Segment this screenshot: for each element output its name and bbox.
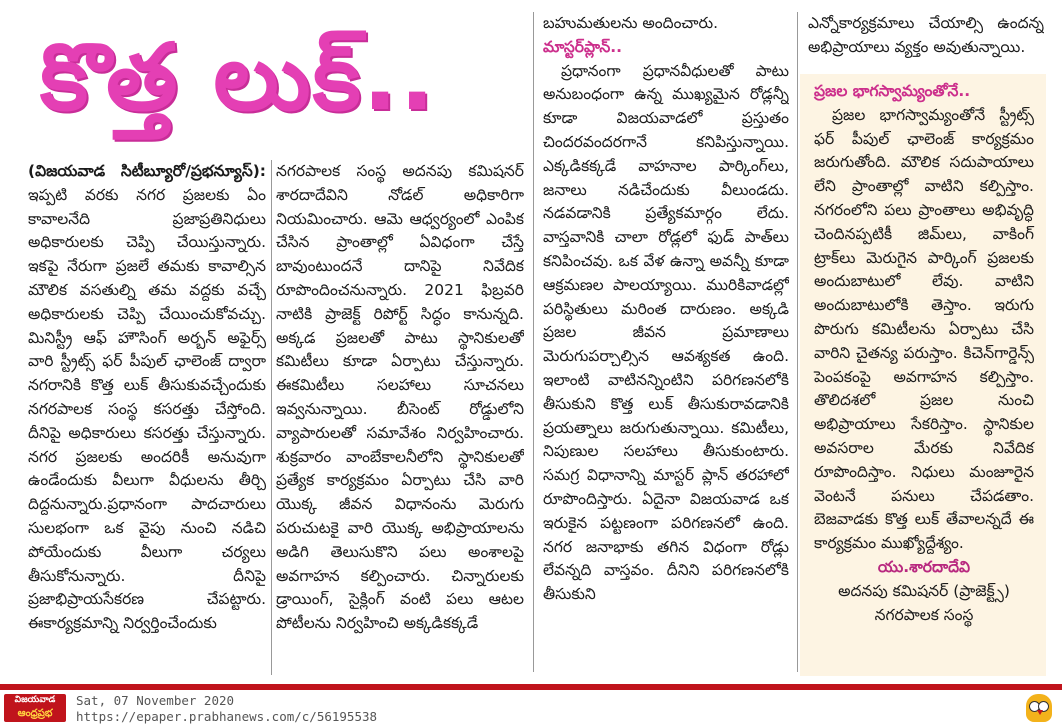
column-text: నగరపాలక సంస్థ అదనపు కమిషనర్ శారదాదేవిని నోడల్ అధికారిగా నియమించారు. ఆమె ఆధ్వర్యంలో ఎంపిక చేసిన ప్రాంతాల్లో ఏవిధంగా చేస్తే బావుంటుందనే దానిపై నివేదిక రూపొందించనున్నారు. 2021 ఫిబ్రవరి నాటికి ప్రాజెక్ట్ రిపోర్ట్ సిద్ధం కానున్నది. అక్కడ ప్రజలతో పాటు స్థానికులతో కమిటీలు కూడా ఏర్పాటు చేస్తున్నారు. ఈకమిటీలు సలహాలు సూచనలు ఇవ్వనున్నాయి. బీసెంట్ రోడ్డులోని వ్యాపారులతో సమావేశం నిర్వహించారు. శుక్రవారం వాంబేకాలనీలోని స్థానికులతో ప్రత్యేక కార్యక్రమం ఏర్పాటు చేసి వారి యొక్క జీవన విధానంను మెరుగు పరుచుటకై వారి యొక్క అభిప్రాయాలను అడిగి తెలుసుకొని పలు అంశాలపై అవగాహన కల్పించారు. చిన్నారులకు డ్రాయింగ్, సైక్లింగ్ వంటి పలు ఆటల పోటీలను నిర్వహించి అక్కడికక్కడే <box>276 162 524 633</box>
column-lead: బహుమతులను అందించారు. <box>543 14 719 32</box>
article-column-1 <box>28 160 266 680</box>
footer-meta <box>76 693 377 725</box>
column-rule <box>797 12 798 672</box>
article-column-4 <box>808 12 1044 67</box>
column-text: ప్రధానంగా ప్రధానవీధులతో పాటు అనుబంధంగా ఉన్న ముఖ్యమైన రోడ్లన్నీ కూడా విజయవాడలో ప్రస్తుతం చిందరవందరగానే కనిపిస్తున్నాయి. ఎక్కడికక్కడే వాహనాల పార్కింగ్‌లు, జనాలు నడిచేందుకు వీలుండదు. నడవడానికి ప్రత్యేకమార్గం లేదు. వాస్తవానికి చాలా రోడ్లలో ఫుడ్ పాత్‌లు కనిపించవు. ఒక వేళ ఉన్నా అవన్నీ కూడా ఆక్రమణల పాలయ్యాయి. మురికివాడల్లో పరిస్థితులు మరింత దారుణం. అక్కడి ప్రజల జీవన ప్రమాణాలు మెరుగుపర్చాల్సిన ఆవశ్యకత ఉంది. ఇలాంటి వాటినన్నింటిని పరిగణనలోకి తీసుకుని కొత్త లుక్ తీసుకురావడానికి ప్రయత్నాలు జరుగుతున్నాయి. కమిటీలు, నిపుణుల సలహాలు తీసుకుంటారు. సమగ్ర విధానాన్ని మాస్టర్ ప్లాన్ తరహాలో రూపొందిస్తారు. ఏదైనా విజయవాడ ఒక ఇరుకైన పట్టణంగా పరిగణనలో ఉంది. నగర జనాభాకు తగిన విధంగా రోడ్లు లేవన్నది వాస్తవం. దీనిని పరిగణనలోకి తీసుకుని <box>543 61 789 604</box>
box-text: ప్రజల భాగస్వామ్యంతోనే స్ట్రీట్స్ ఫర్ పీపుల్ ఛాలెంజ్ కార్యక్రమం జరుగుతోంది. మౌలిక సదుపాయాలు లేని ప్రాంతాల్లో వాటిని కల్పిస్తాం. నగరంలోని పలు ప్రాంతాలు అభివృద్ధి చెందినప్పటికీ జిమ్‌లు, వాకింగ్ ట్రాక్‌లు మెరుగైన పార్కింగ్ ప్రజలకు అందుబాటులో లేవు. వాటిని అందుబాటులోకి తెస్తాం. ఇరుగు పొరుగు కమిటీలను ఏర్పాటు చేసి వారిని చైతన్య పరుస్తాం. కిచెన్‌గార్డెన్స్ పెంపకంపై అవగాహన కల్పిస్తాం. తొలిదశలో ప్రజల నుంచి అభిప్రాయాలు సేకరిస్తాం. స్థానికుల అవసరాల మేరకు నివేదిక రూపొందిస్తాం. నిధులు మంజూరైన వెంటనే పనులు చేపడతాం. బెజవాడకు కొత్త లుక్ తేవాలన్నదే ఈ కార్యక్రమం ముఖ్యోద్దేశ్యం. <box>814 105 1034 553</box>
article-column-2 <box>276 160 524 680</box>
dateline: (విజయవాడ సిటీబ్యూరో/ప్రభన్యూస్): <box>28 162 266 180</box>
column-text: ఇప్పటి వరకు నగర ప్రజలకు ఏం కావాలనేది ప్రజాప్రతినిధులు అధికారులకు చెప్పి చేయిస్తున్నారు. ఇకపై నేరుగా ప్రజలే తమకు కావాల్సిన మౌలిక వసతుల్ని తమ వద్దకు వచ్చే అధికారులకు చెప్పి చేయించుకోవచ్చు. మినిస్ట్రీ ఆఫ్ హౌసింగ్ అర్బన్ అఫైర్స్ వారి స్ట్రీట్స్ ఫర్ పీపుల్ ఛాలెంజ్ ద్వారా నగరానికి కొత్త లుక్ తీసుకువచ్చేందుకు నగరపాలక సంస్థ కసరత్తు చేస్తోంది. దీనిపై అధికారులు కసరత్తు చేస్తున్నారు. నగర ప్రజలకు అందరికీ అనువుగా ఉండేందుకు వీలుగా వీధులను తీర్చి దిద్దనున్నారు.ప్రధానంగా పాదచారులు సులభంగా ఒక వైపు నుంచి నడిచి పోయేందుకు వీలుగా చర్యలు తీసుకోనున్నారు. దీనిపై ప్రజాభిప్రాయసేకరణ చేపట్టారు. ఈకార్యక్రమాన్ని నిర్వర్తించేందుకు <box>28 185 266 633</box>
epaper-footer <box>0 684 1062 723</box>
owl-icon[interactable] <box>1026 694 1052 722</box>
signature-title: అదనపు కమిషనర్ (ప్రాజెక్ట్స్) <box>838 581 1010 600</box>
publication-logo[interactable] <box>4 694 66 722</box>
epaper-url[interactable]: https://epaper.prabhanews.com/c/56195538 <box>76 709 378 724</box>
quote-box <box>800 74 1046 676</box>
column-text: ఎన్నోకార్యక్రమాలు చేయాల్సి ఉందన్న అభిప్రాయాలు వ్యక్తం అవుతున్నాయి. <box>808 14 1044 56</box>
signature-name: యు.శారదాదేవి <box>877 557 971 576</box>
box-title: ప్రజల భాగస్వామ్యంతోనే.. <box>814 82 971 100</box>
article-column-3 <box>543 12 789 672</box>
column-rule <box>533 12 534 672</box>
edition-date: Sat, 07 November 2020 <box>76 693 235 708</box>
logo-city: విజయవాడ <box>14 695 56 705</box>
column-rule <box>271 160 272 675</box>
logo-name: ఆంధ్రప్రభ <box>17 708 53 719</box>
headline: కొత్త లుక్.. <box>40 24 437 131</box>
subheading-master-plan: మాస్టర్‌ప్లాన్.. <box>543 37 623 56</box>
signature-org: నగరపాలక సంస్థ <box>874 605 974 624</box>
